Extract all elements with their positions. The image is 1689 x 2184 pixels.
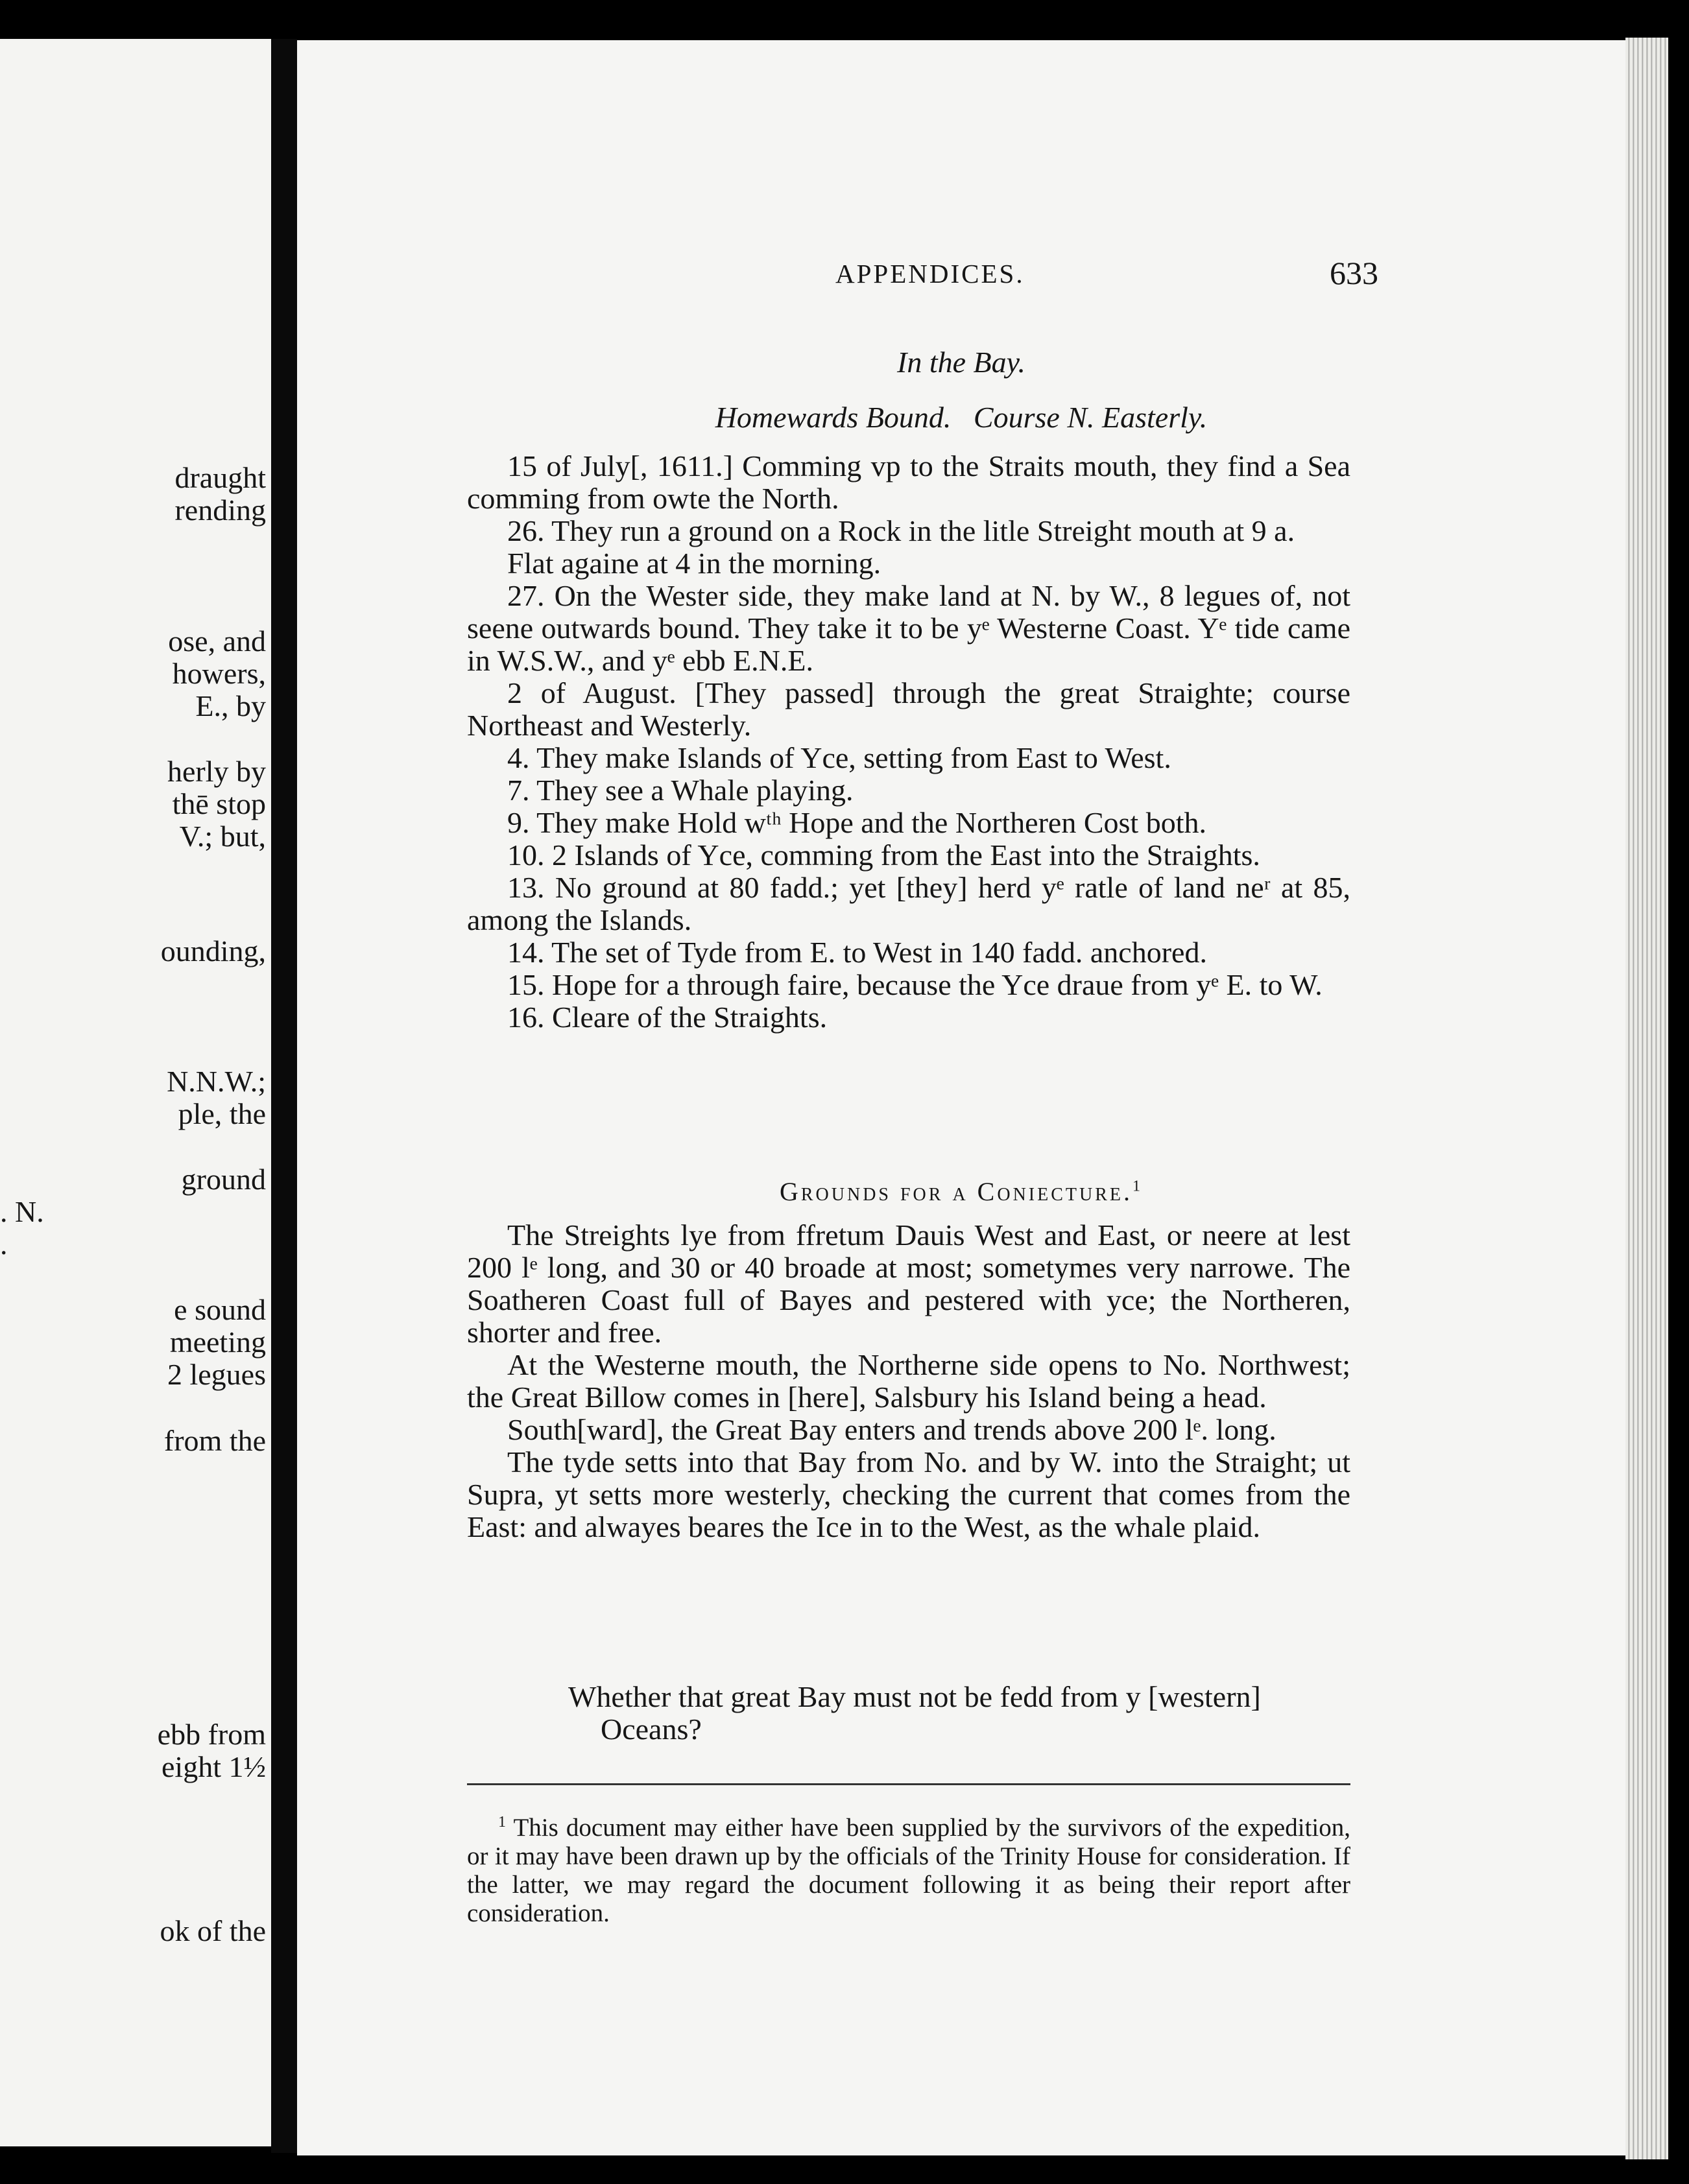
- journal-entry: 13. No ground at 80 fadd.; yet [they] herd yᵉ ratle of land neʳ at 85, among the Islands.: [467, 871, 1350, 936]
- facing-page-line: thē stop: [172, 787, 266, 820]
- footnote-mark: 1: [498, 1814, 506, 1831]
- facing-page-line: ple, the: [178, 1097, 266, 1130]
- facing-page-line: draught: [174, 461, 266, 494]
- journal-entry: 9. They make Hold wᵗʰ Hope and the Northeren Cost both.: [507, 806, 1206, 839]
- facing-page-line: meeting: [169, 1325, 266, 1359]
- facing-page-text: [0, 39, 271, 2146]
- facing-page-line: . N.: [0, 1195, 44, 1228]
- footnote: [467, 1808, 1350, 1928]
- paragraph: At the Westerne mouth, the Northerne side opens to No. Northwest; the Great Billow comes in [here], Salsbury his Island being a head.: [467, 1348, 1350, 1414]
- facing-page-line: ounding,: [160, 934, 266, 967]
- conjecture-text: [467, 1219, 1350, 1543]
- section-title: In the Bay.: [897, 346, 1025, 379]
- footnote-text: This document may either have been supplied by the survivors of the expedition, or it may have been drawn up by the officials of the Trinity House for consideration. If the latter, we may regard the document following it as being their report after consideration.: [467, 1814, 1350, 1927]
- page-header: [297, 254, 1625, 300]
- journal-entry: 16. Cleare of the Straights.: [507, 1001, 828, 1034]
- footnote-reference: 1: [1132, 1178, 1144, 1195]
- facing-page-line: from the: [163, 1424, 266, 1457]
- facing-page-line: eight 1½: [162, 1750, 266, 1783]
- facing-page-line: 2 legues: [167, 1358, 266, 1391]
- closing-question: [568, 1681, 1350, 1746]
- page-edges: [1625, 38, 1668, 2159]
- journal-entries: [467, 450, 1350, 1034]
- journal-entry: 14. The set of Tyde from E. to West in 140 fadd. anchored.: [507, 936, 1207, 969]
- facing-page-line: e sound: [174, 1293, 266, 1326]
- running-head: APPENDICES.: [835, 259, 1025, 289]
- footnote-rule: [467, 1783, 1350, 1785]
- facing-page-line: E., by: [195, 689, 266, 722]
- journal-entry: 15 of July[, 1611.] Comming vp to the Straits mouth, they find a Sea comming from owte the North.: [467, 449, 1350, 515]
- journal-entry: 26. They run a ground on a Rock in the litle Streight mouth at 9 a.: [507, 514, 1295, 547]
- journal-entry: 7. They see a Whale playing.: [507, 774, 854, 807]
- facing-page-line: howers,: [172, 657, 266, 690]
- section-subtitle: Homewards Bound. Course N. Easterly.: [715, 401, 1208, 434]
- facing-page: [0, 39, 271, 2146]
- main-page: [297, 40, 1625, 2155]
- paragraph: South[ward], the Great Bay enters and trends above 200 lᵉ. long.: [507, 1413, 1276, 1446]
- journal-entry: Flat againe at 4 in the morning.: [507, 547, 881, 580]
- facing-page-line: V.; but,: [179, 820, 266, 853]
- page-number: 633: [1330, 255, 1378, 291]
- facing-page-line: N.N.W.;: [167, 1065, 266, 1098]
- section-heading-text: Grounds for a Coniecture.: [779, 1177, 1133, 1206]
- facing-page-line: ok of the: [160, 1914, 266, 1947]
- question-line: Oceans?: [601, 1713, 702, 1746]
- journal-entry: 2 of August. [They passed] through the great Straighte; course Northeast and Westerly.: [467, 676, 1350, 742]
- journal-entry: 10. 2 Islands of Yce, comming from the East into the Straights.: [507, 838, 1260, 872]
- question-line: Whether that great Bay must not be fedd from y [western]: [568, 1680, 1261, 1713]
- facing-page-line: ebb from: [157, 1718, 266, 1751]
- facing-page-line: ose, and: [168, 624, 266, 658]
- journal-entry: 15. Hope for a through faire, because the Yce draue from yᵉ E. to W.: [507, 968, 1323, 1001]
- book-gutter: [271, 39, 297, 2153]
- paragraph: The tyde setts into that Bay from No. and by W. into the Straight; ut Supra, yt setts more westerly, checking the current that comes from the East: and alwayes beares the Ice in to the West, as the whale plaid.: [467, 1445, 1350, 1543]
- facing-page-line: rending: [174, 493, 266, 527]
- journal-entry: 27. On the Wester side, they make land at N. by W., 8 legues of, not seene outwards bound. They take it to be yᵉ Westerne Coast. Yᵉ tide came in W.S.W., and yᵉ ebb E.N.E.: [467, 579, 1350, 677]
- journal-entry: 4. They make Islands of Yce, setting from East to West.: [507, 741, 1171, 774]
- paragraph: The Streights lye from ffretum Dauis West and East, or neere at lest 200 lᵉ long, and 30 or 40 broade at most; sometymes very narrowe. The Soatheren Coast full of Bayes and pestered with yce; the Northeren, shorter and free.: [467, 1218, 1350, 1349]
- facing-page-line: ground: [181, 1163, 266, 1196]
- facing-page-line: .: [0, 1228, 8, 1261]
- section-heading: [297, 1176, 1625, 1207]
- facing-page-line: herly by: [167, 755, 266, 788]
